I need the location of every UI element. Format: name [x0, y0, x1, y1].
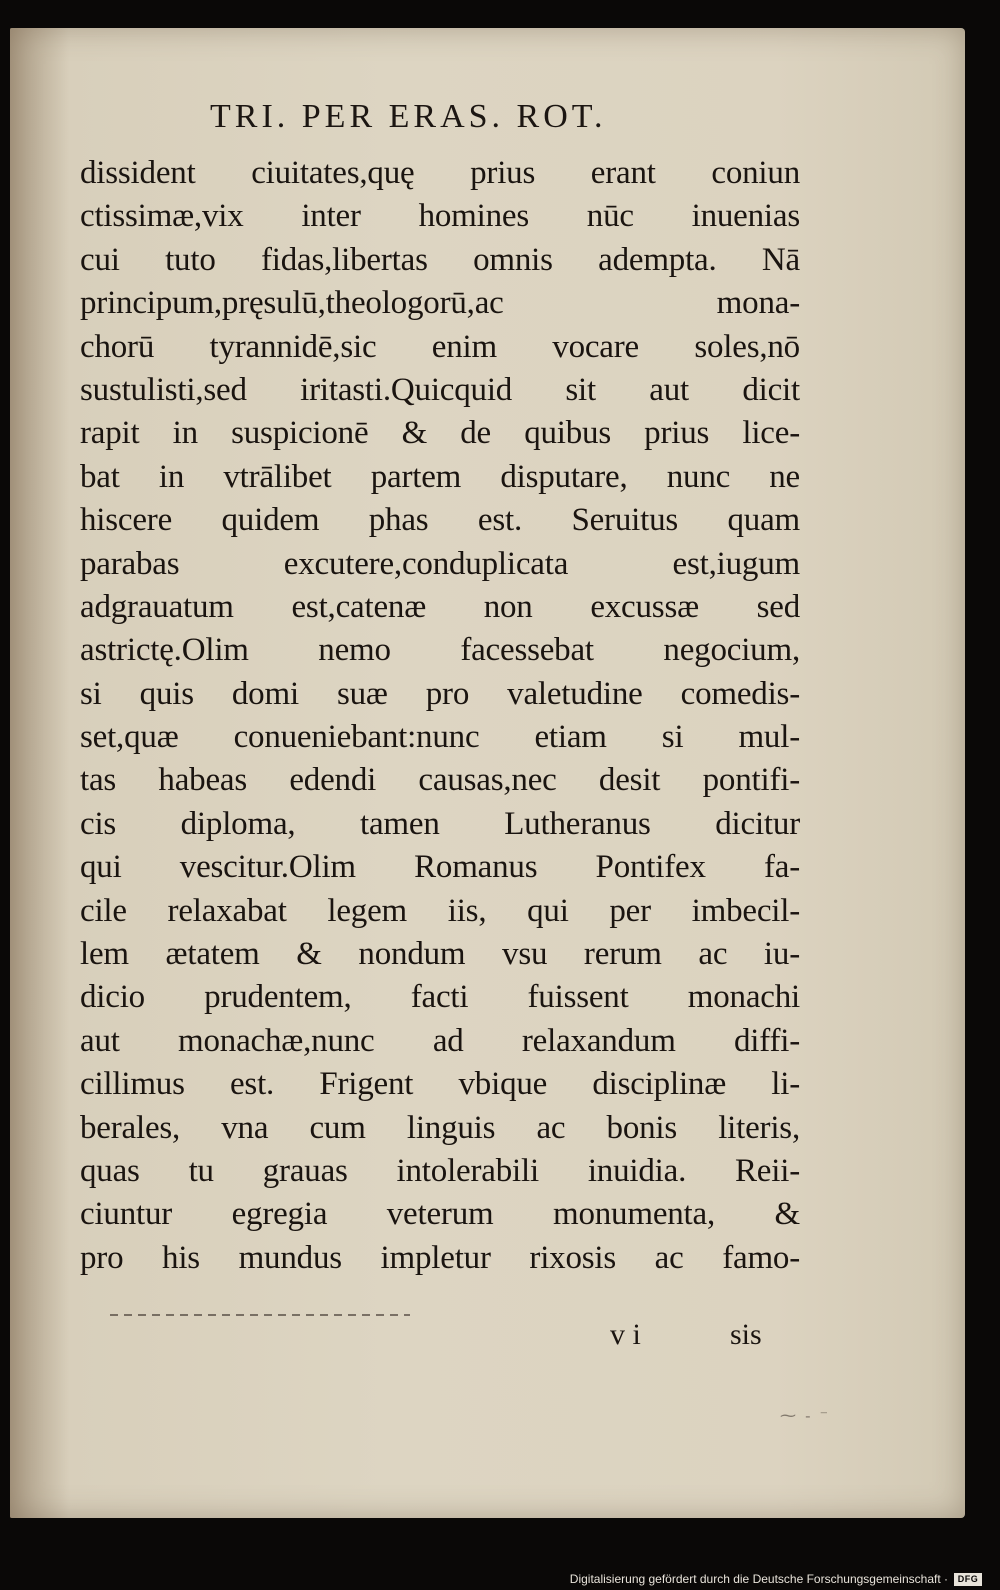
text-line: set,quæ conueniebant:nunc etiam si mul-: [80, 719, 800, 756]
text-line: cis diploma, tamen Lutheranus dicitur: [80, 805, 800, 842]
text-line: chorū tyrannidē,sic enim vocare soles,nō: [80, 328, 800, 365]
text-line: dicio prudentem, facti fuissent monachi: [80, 979, 800, 1016]
text-line: adgrauatum est,catenæ non excussæ sed: [80, 588, 800, 625]
text-line: rapit in suspicionē & de quibus prius lice-: [80, 415, 800, 452]
signature-line: [610, 1318, 800, 1352]
text-line: hiscere quidem phas est. Seruitus quam: [80, 502, 800, 539]
text-line: sustulisti,sed iritasti.Quicquid sit aut dicit: [80, 371, 800, 408]
signature-mark: v i: [610, 1318, 641, 1351]
ink-smudge: ⁓ ‐ ⁻: [780, 1406, 831, 1425]
text-line: dissident ciuitates,quę prius erant coniun: [80, 155, 800, 191]
text-line: berales, vna cum linguis ac bonis literis,: [80, 1109, 800, 1146]
text-line: pro his mundus impletur rixosis ac famo-: [80, 1239, 800, 1276]
catchword: sis: [730, 1318, 762, 1351]
digitization-credit: Digitalisierung gefördert durch die Deutsche Forschungsgemeinschaft ·: [569, 1572, 948, 1586]
text-line: qui vescitur.Olim Romanus Pontifex fa-: [80, 849, 800, 886]
text-line: parabas excutere,conduplicata est,iugum: [80, 545, 800, 582]
text-line: cile relaxabat legem iis, qui per imbecil-: [80, 892, 800, 929]
text-line: principum,pręsulū,theologorū,ac mona-: [80, 285, 800, 322]
text-line: cillimus est. Frigent vbique disciplinæ li-: [80, 1066, 800, 1103]
book-page: [10, 28, 965, 1518]
text-line: quas tu grauas intolerabili inuidia. Reii-: [80, 1152, 800, 1189]
running-head: TRI. PER ERAS. ROT.: [210, 98, 607, 135]
text-line: tas habeas edendi causas,nec desit pontifi-: [80, 762, 800, 799]
dfg-logo: DFG: [954, 1573, 982, 1586]
text-line: aut monachæ,nunc ad relaxandum diffi-: [80, 1022, 800, 1059]
text-line: ctissimæ,vix inter homines nūc inuenias: [80, 198, 800, 235]
text-line: lem ætatem & nondum vsu rerum ac iu-: [80, 936, 800, 973]
body-text: [80, 152, 800, 1280]
text-line: ciuntur egregia veterum monumenta, &: [80, 1196, 800, 1233]
text-line: cui tuto fidas,libertas omnis adempta. Nā: [80, 241, 800, 278]
text-line: si quis domi suæ pro valetudine comedis-: [80, 675, 800, 712]
text-line: bat in vtrālibet partem disputare, nunc ne: [80, 458, 800, 495]
text-line: astrictę.Olim nemo facessebat negocium,: [80, 632, 800, 669]
underline-rule: [110, 1314, 410, 1316]
